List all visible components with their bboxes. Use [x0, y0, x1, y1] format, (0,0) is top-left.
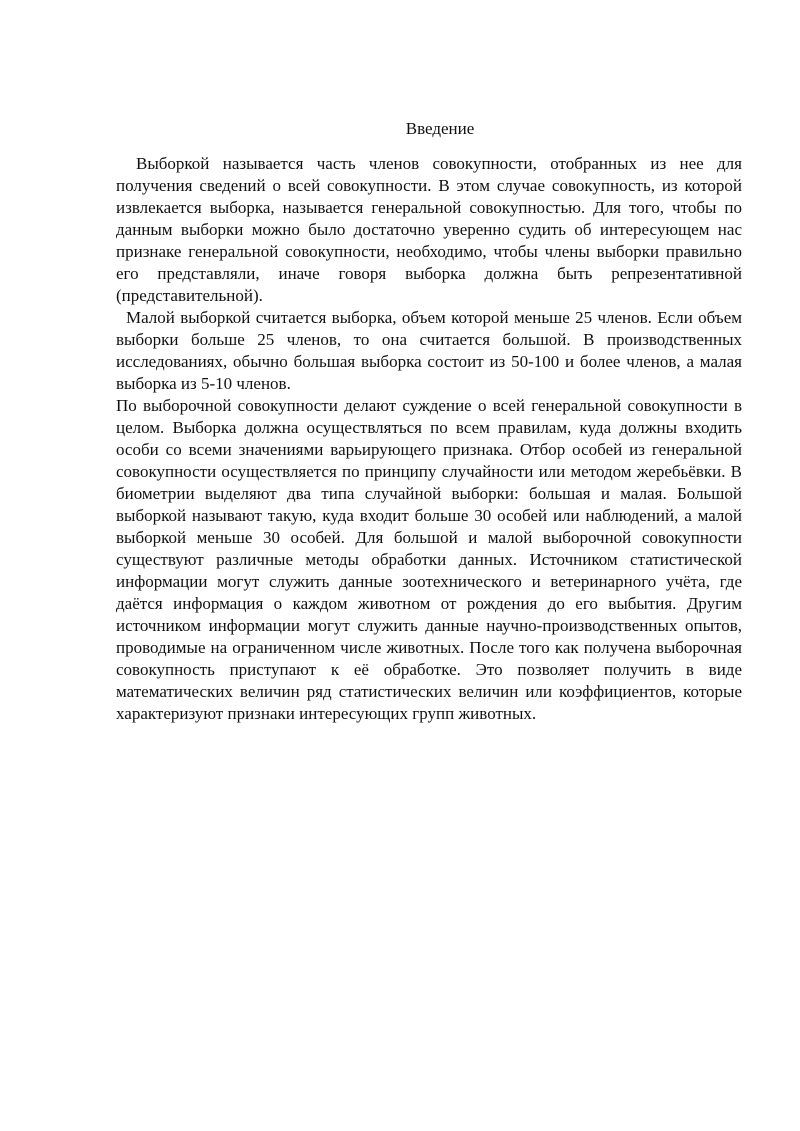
paragraph-small-sample: Малой выборкой считается выборка, объем которой меньше 25 членов. Если объем выборки больше 25 членов, то она считается большой. В производственных исследованиях, обычно большая выборка состоит из 50-100 и более членов, а малая выборка из 5-10 членов. — [116, 308, 742, 393]
document-body — [116, 118, 742, 725]
page-title: Введение — [405, 119, 475, 138]
paragraph-sample-judgement: По выборочной совокупности делают суждение о всей генеральной совокупности в целом. Выборка должна осуществляться по всем правилам, куда должны входить особи со всеми значениями варьирующего признака. Отбор особей из генеральной совокупности осуществляется по принципу случайности или методом жеребьёвки. В биометрии выделяют два типа случайной выборки: большая и малая. Большой выборкой называют такую, куда входит больше 30 особей или наблюдений, а малой выборкой меньше 30 особей. Для большой и малой выборочной совокупности существуют различные методы обработки данных. Источником статистической информации могут служить данные зоотехнического и ветеринарного учёта, где даётся информация о каждом животном от рождения до его выбытия. Другим источником информации могут служить данные научно-производственных опытов, проводимые на ограниченном числе животных. После того как получена выборочная совокупность приступают к её обработке. Это позволяет получить в виде математических величин ряд статистических величин или коэффициентов, которые характеризуют признаки интересующих групп животных. — [116, 396, 742, 723]
paragraph-sample-definition: Выборкой называется часть членов совокупности, отобранных из нее для получения сведений о всей совокупности. В этом случае совокупность, из которой извлекается выборка, называется генеральной совокупностью. Для того, чтобы по данным выборки можно было достаточно уверенно судить об интересующем нас признаке генеральной совокупности, необходимо, чтобы члены выборки правильно его представляли, иначе говоря выборка должна быть репрезентативной (представительной). — [116, 154, 742, 305]
